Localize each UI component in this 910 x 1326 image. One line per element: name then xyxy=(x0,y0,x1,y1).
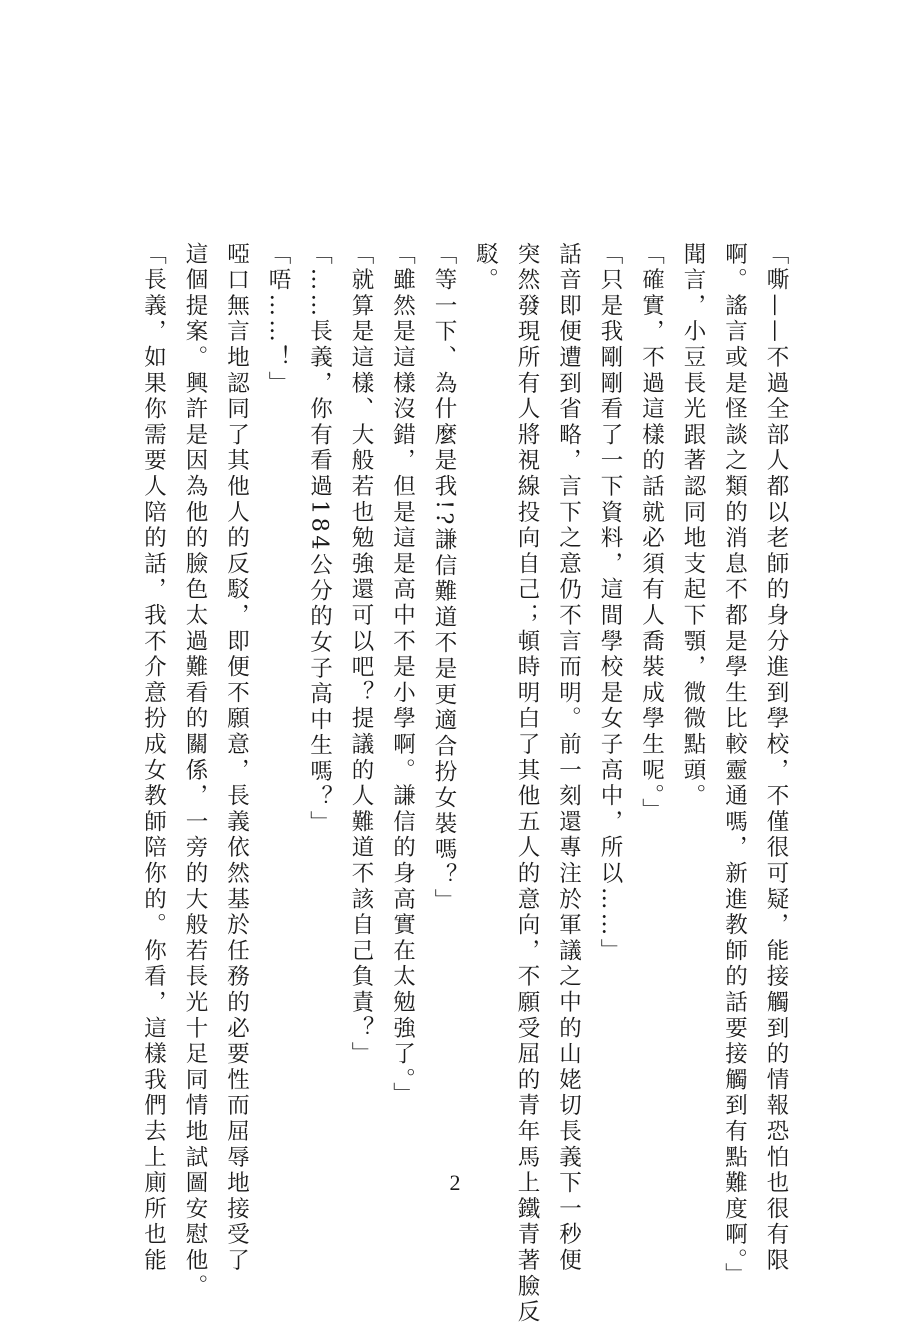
text-line: 「唔……！」 xyxy=(265,242,291,397)
page-number: 2 xyxy=(449,1170,461,1195)
text-line: 「只是我剛剛看了一下資料，這間學校是女子高中，所以……」 xyxy=(597,242,623,965)
text-line: 「……長義，你有看過184公分的女子高中生嗎？」 xyxy=(306,242,333,837)
text-line: 「就算是這樣、大般若也勉強還可以吧？提議的人難道不該自己負責？」 xyxy=(348,242,374,1068)
text-line: 「雖然是這樣沒錯，但是這是高中不是小學啊。謙信的身高實在太勉強了。」 xyxy=(389,242,416,1108)
text-line: 「嘶——不過全部人都以老師的身分進到學校，不僅很可疑，能接觸到的情報恐怕也很有限 xyxy=(763,242,789,1274)
text-line: 駁。 xyxy=(472,242,499,294)
text-line: 「確實，不過這樣的話就必須有人喬裝成學生呢。」 xyxy=(638,242,665,825)
vertical-text-body xyxy=(124,242,796,1326)
text-line: 「等一下、為什麼是我!?謙信難道不是更適合扮女裝嗎？」 xyxy=(431,242,457,915)
text-line: 突然發現所有人將視線投向自己；頓時明白了其他五人的意向，不願受屈的青年馬上鐵青著臉反 xyxy=(514,242,540,1326)
text-line: 啊。謠言或是怪談之類的消息不都是學生比較靈通嗎，新進教師的話要接觸到有點難度啊。」 xyxy=(721,242,748,1289)
text-line: 「長義，如果你需要人陪的話，我不介意扮成女教師陪你的。你看，這樣我們去上廁所也能 xyxy=(140,242,167,1274)
text-line: 啞口無言地認同了其他人的反駁，即便不願意，長義依然基於任務的必要性而屈辱地接受了 xyxy=(223,242,250,1274)
text-line: 這個提案。興許是因為他的臉色太過難看的關係，一旁的大般若長光十足同情地試圖安慰他。 xyxy=(182,242,208,1300)
text-line: 聞言，小豆長光跟著認同地支起下顎，微微點頭。 xyxy=(680,242,706,810)
text-line: 話音即便遭到省略，言下之意仍不言而明。前一刻還專注於軍議之中的山姥切長義下一秒便 xyxy=(555,242,582,1274)
